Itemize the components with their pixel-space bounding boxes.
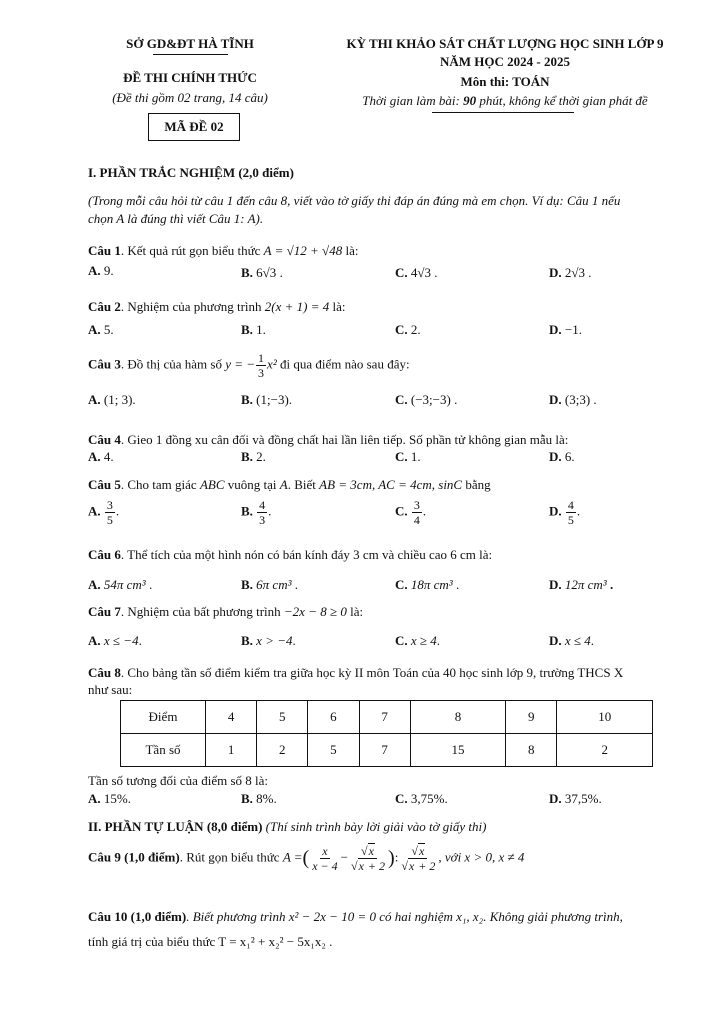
q5-option-a: A. $\frac{3}{5}$ .	[88, 498, 120, 527]
table-cell: 8	[410, 701, 506, 734]
part2-title: II. PHẦN TỰ LUẬN (8,0 điểm) (Thí sinh trình bày lời giải vào tờ giấy thi)	[88, 819, 487, 834]
exam-code-box: MÃ ĐỀ 02	[148, 113, 240, 141]
table-row	[121, 734, 653, 767]
q6-option-a: A. 54π cm³ .	[88, 577, 153, 592]
q6-option-c: C. 18π cm³ .	[395, 577, 460, 592]
table-header-cell: Điểm	[121, 701, 206, 734]
table-cell: 15	[410, 734, 506, 767]
q8-option-d: D. 37,5%.	[549, 791, 602, 806]
question-10-cont: tính giá trị của biểu thức T = x₁² + x₂² − 5x₁x₂ .	[88, 934, 333, 949]
question-3: Câu 3. Đồ thị của hàm số y = − $\frac{1}{3}$ x² đi qua điểm nào sau đây:	[88, 351, 410, 380]
q5-option-d: D. $\frac{4}{5}$ .	[549, 498, 581, 527]
q7-option-c: C. x ≥ 4.	[395, 633, 441, 648]
q1-option-c: C. 4√3 .	[395, 265, 438, 280]
q5-option-c: C. $\frac{3}{4}$ .	[395, 498, 427, 527]
q3-option-d: D. (3;3) .	[549, 392, 597, 407]
question-7: Câu 7. Nghiệm của bất phương trình −2x − 8 ≥ 0 là:	[88, 604, 364, 619]
q1-option-d: D. 2√3 .	[549, 265, 592, 280]
question-1: Câu 1. Kết quả rút gọn biểu thức A = √12 + √48 là:	[88, 243, 359, 258]
question-8-cont: như sau:	[88, 682, 133, 697]
part1-instructions-1: (Trong mỗi câu hỏi từ câu 1 đến câu 8, viết vào tờ giấy thi đáp án đúng mà em chọn. Ví dụ: Câu 1 nếu	[88, 193, 621, 208]
q7-option-d: D. x ≤ 4.	[549, 633, 595, 648]
q2-option-b: B. 1.	[241, 322, 266, 337]
table-row	[121, 701, 653, 734]
time-note: Thời gian làm bài: 90 phút, không kể thời gian phát đề	[362, 93, 648, 108]
q3-option-a: A. (1; 3).	[88, 392, 136, 407]
question-8-prompt: Tần số tương đối của điểm số 8 là:	[88, 773, 269, 788]
table-header-cell: Tần số	[121, 734, 206, 767]
q4-option-b: B. 2.	[241, 449, 266, 464]
question-5: Câu 5. Cho tam giác ABC vuông tại A. Biết AB = 3cm, AC = 4cm, sinC bằng	[88, 477, 491, 492]
question-4: Câu 4. Gieo 1 đồng xu cân đối và đồng chất hai lần liên tiếp. Số phần tử không gian mẫu là:	[88, 432, 569, 447]
q6-option-b: B. 6π cm³ .	[241, 577, 298, 592]
school-year: NĂM HỌC 2024 - 2025	[440, 54, 570, 69]
table-cell: 10	[557, 701, 653, 734]
q4-option-c: C. 1.	[395, 449, 421, 464]
divider	[432, 112, 574, 113]
q2-option-a: A. 5.	[88, 322, 114, 337]
table-cell: 5	[257, 701, 308, 734]
table-cell: 1	[206, 734, 257, 767]
part1-title: I. PHẦN TRẮC NGHIỆM (2,0 điểm)	[88, 165, 294, 180]
table-cell: 8	[506, 734, 557, 767]
table-cell: 7	[359, 734, 410, 767]
table-cell: 7	[359, 701, 410, 734]
q7-option-b: B. x > −4.	[241, 633, 296, 648]
q8-option-b: B. 8%.	[241, 791, 277, 806]
question-2: Câu 2. Nghiệm của phương trình 2(x + 1) = 4 là:	[88, 299, 346, 314]
official-label: ĐỀ THI CHÍNH THỨC	[123, 70, 257, 85]
table-cell: 2	[257, 734, 308, 767]
q8-option-a: A. 15%.	[88, 791, 131, 806]
frequency-table	[120, 700, 653, 767]
question-6: Câu 6. Thể tích của một hình nón có bán kính đáy 3 cm và chiều cao 6 cm là:	[88, 547, 493, 562]
q7-option-a: A. x ≤ −4.	[88, 633, 142, 648]
question-9: Câu 9 (1,0 điểm). Rút gọn biểu thức A =( $\frac{x}{x - 4}$ − $\frac{√x}{√x + 2}$ ): $\frac{√x}{√x + 2}$ , với x > 0, x ≠ 4	[88, 844, 525, 873]
pages-note: (Đề thi gồm 02 trang, 14 câu)	[112, 90, 268, 105]
question-8: Câu 8. Cho bảng tần số điểm kiểm tra giữa học kỳ II môn Toán của 40 học sinh lớp 9, trường THCS X	[88, 665, 624, 680]
q3-option-b: B. (1;−3).	[241, 392, 293, 407]
q2-option-d: D. −1.	[549, 322, 582, 337]
table-cell: 2	[557, 734, 653, 767]
table-cell: 5	[308, 734, 359, 767]
table-cell: 9	[506, 701, 557, 734]
q3-option-c: C. (−3;−3) .	[395, 392, 458, 407]
q5-option-b: B. $\frac{4}{3}$ .	[241, 498, 272, 527]
exam-title: KỲ THI KHẢO SÁT CHẤT LƯỢNG HỌC SINH LỚP 9	[346, 36, 664, 51]
department-name: SỞ GD&ĐT HÀ TĨNH	[126, 36, 254, 51]
q2-option-c: C. 2.	[395, 322, 421, 337]
q1-option-b: B. 6√3 .	[241, 265, 283, 280]
q4-option-a: A. 4.	[88, 449, 114, 464]
question-10: Câu 10 (1,0 điểm). Biết phương trình x² − 2x − 10 = 0 có hai nghiệm x₁, x₂. Không giải phương trình,	[88, 909, 623, 924]
divider	[153, 54, 228, 55]
subject: Môn thi: TOÁN	[460, 74, 550, 89]
table-cell: 6	[308, 701, 359, 734]
table-cell: 4	[206, 701, 257, 734]
part1-instructions-2: chọn A là đúng thì viết Câu 1: A).	[88, 211, 264, 226]
q4-option-d: D. 6.	[549, 449, 575, 464]
q8-option-c: C. 3,75%.	[395, 791, 448, 806]
q1-option-a: A. 9.	[88, 263, 114, 278]
q6-option-d: D. 12π cm³ .	[549, 577, 614, 592]
